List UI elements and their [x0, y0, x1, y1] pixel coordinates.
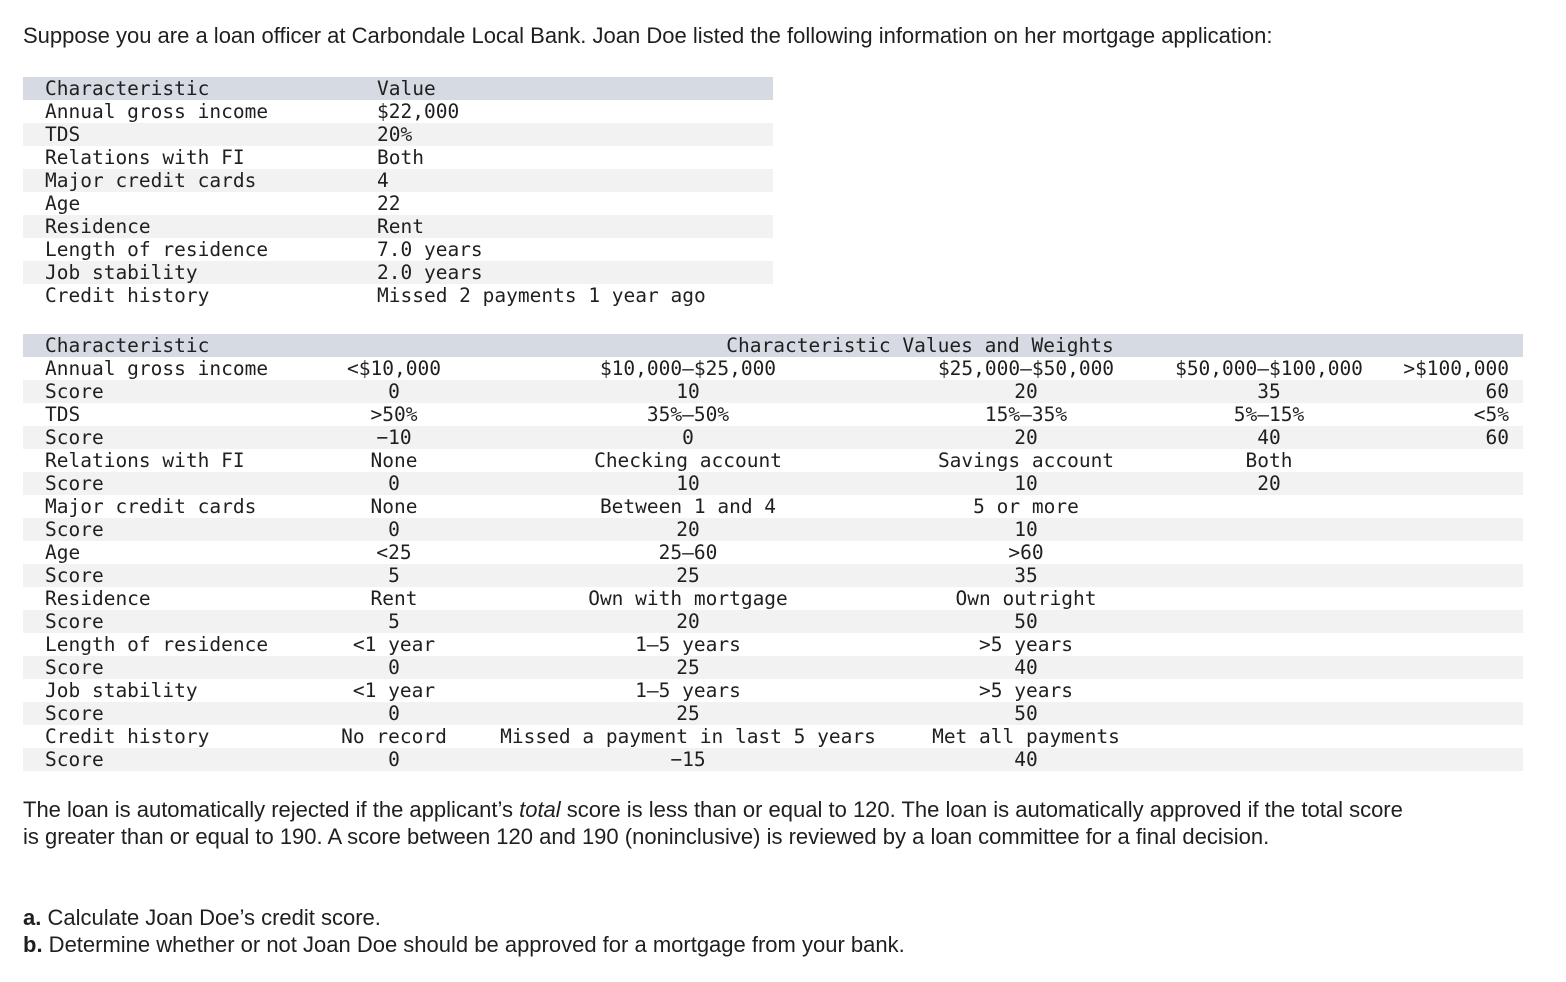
row-label: Score: [45, 564, 104, 587]
cell-col-3: 50: [1014, 702, 1038, 725]
cell-col-4: 40: [1257, 426, 1281, 449]
rules-text-emphasis: total: [519, 797, 561, 822]
cell-col-2: 25: [676, 702, 700, 725]
cell-col-2: 20: [676, 518, 700, 541]
cell-col-1: −10: [376, 426, 412, 449]
table-row: [23, 495, 1523, 518]
row-label: Age: [45, 541, 81, 564]
row-label: Score: [45, 380, 104, 403]
cell-col-2: Own with mortgage: [588, 587, 788, 610]
table-row: [23, 633, 1523, 656]
table-row: [23, 610, 1523, 633]
table-row: [23, 426, 1523, 449]
question-marker: b.: [23, 932, 43, 957]
cell-col-2: 10: [676, 380, 700, 403]
cell-col-1: 5: [388, 564, 400, 587]
cell-col-2: 25–60: [658, 541, 718, 564]
cell-col-2: 35%–50%: [646, 403, 730, 426]
cell-col-5: >$100,000: [1403, 357, 1509, 380]
cell-col-2: −15: [670, 748, 706, 771]
row-label: Major credit cards: [45, 169, 257, 192]
cell-col-3: 5 or more: [973, 495, 1079, 518]
cell-col-3: 20: [1014, 380, 1038, 403]
row-label: Major credit cards: [45, 495, 257, 518]
rules-text-after: score is less than or equal to 120. The loan is automatically approved if the total score is greater than or equal to 190. A score between 120 and 190 (noninclusive) is reviewed by a loan committee for a final decision.: [23, 797, 1403, 849]
cell-col-2: 25: [676, 564, 700, 587]
row-label: Score: [45, 610, 104, 633]
row-label: Job stability: [45, 679, 198, 702]
rules-text: [23, 796, 1423, 850]
cell-col-3: $25,000–$50,000: [937, 357, 1115, 380]
header-characteristic: Characteristic: [45, 334, 210, 357]
cell-col-3: 40: [1014, 656, 1038, 679]
table-row: [23, 261, 773, 284]
cell-col-3: 35: [1014, 564, 1038, 587]
table-row: [23, 541, 1523, 564]
table-row: [23, 564, 1523, 587]
row-value: Both: [377, 146, 424, 169]
cell-col-1: No record: [341, 725, 447, 748]
row-label: Length of residence: [45, 238, 269, 261]
table-row: [23, 146, 773, 169]
cell-col-3: 40: [1014, 748, 1038, 771]
intro-text: Suppose you are a loan officer at Carbondale Local Bank. Joan Doe listed the following information on her mortgage application:: [23, 23, 1273, 48]
table-row: [23, 702, 1523, 725]
table-row: [23, 357, 1523, 380]
row-label: Length of residence: [45, 633, 269, 656]
table-row: [23, 587, 1523, 610]
cell-col-3: 10: [1014, 472, 1038, 495]
question-text: Determine whether or not Joan Doe should be approved for a mortgage from your bank.: [42, 932, 905, 957]
row-label: Score: [45, 426, 104, 449]
cell-col-3: 20: [1014, 426, 1038, 449]
table-row: [23, 123, 773, 146]
table-row: [23, 192, 773, 215]
cell-col-1: <1 year: [352, 633, 436, 656]
table-row: [23, 380, 1523, 403]
cell-col-4: Both: [1245, 449, 1293, 472]
table-row: [23, 725, 1523, 748]
row-label: Age: [45, 192, 81, 215]
cell-col-2: Between 1 and 4: [599, 495, 777, 518]
table-row: [23, 100, 773, 123]
table-row: [23, 449, 1523, 472]
weights-table-header: [23, 334, 1523, 357]
row-label: Job stability: [45, 261, 198, 284]
table-row: [23, 656, 1523, 679]
table-row: [23, 284, 773, 307]
cell-col-2: Checking account: [594, 449, 782, 472]
row-label: Relations with FI: [45, 449, 245, 472]
questions: [23, 904, 905, 958]
row-label: TDS: [45, 403, 81, 426]
cell-col-5: 60: [1485, 380, 1509, 403]
row-label: Score: [45, 748, 104, 771]
header-values-and-weights: Characteristic Values and Weights: [726, 334, 1114, 357]
rules-text-before: The loan is automatically rejected if the applicant’s: [23, 797, 520, 822]
question-b: [23, 931, 905, 958]
cell-col-1: <1 year: [352, 679, 436, 702]
cell-col-1: 5: [388, 610, 400, 633]
cell-col-2: 20: [676, 610, 700, 633]
cell-col-3: Met all payments: [932, 725, 1120, 748]
cell-col-1: 0: [388, 748, 400, 771]
table-row: [23, 518, 1523, 541]
row-label: Credit history: [45, 725, 210, 748]
row-label: Score: [45, 518, 104, 541]
weights-table-body: [23, 357, 1523, 771]
cell-col-3: 15%–35%: [984, 403, 1068, 426]
row-value: $22,000: [377, 100, 460, 123]
cell-col-4: 5%–15%: [1233, 403, 1305, 426]
table-row: [23, 238, 773, 261]
cell-col-1: 0: [388, 518, 400, 541]
cell-col-1: <25: [376, 541, 412, 564]
row-value: 20%: [377, 123, 413, 146]
cell-col-1: None: [370, 449, 418, 472]
row-label: Residence: [45, 587, 151, 610]
row-value: Missed 2 payments 1 year ago: [377, 284, 706, 307]
row-label: Residence: [45, 215, 151, 238]
cell-col-1: 0: [388, 472, 400, 495]
cell-col-2: 0: [682, 426, 694, 449]
applicant-table: [23, 77, 773, 307]
row-label: Score: [45, 656, 104, 679]
cell-col-1: 0: [388, 702, 400, 725]
table-row: [23, 403, 1523, 426]
question-a: [23, 904, 905, 931]
cell-col-4: 20: [1257, 472, 1281, 495]
weights-table: [23, 334, 1523, 771]
cell-col-1: None: [370, 495, 418, 518]
table-row: [23, 748, 1523, 771]
cell-col-3: Own outright: [955, 587, 1097, 610]
table-row: [23, 472, 1523, 495]
cell-col-2: 10: [676, 472, 700, 495]
cell-col-4: 35: [1257, 380, 1281, 403]
cell-col-2: 1–5 years: [635, 633, 741, 656]
cell-col-3: 10: [1014, 518, 1038, 541]
row-label: Annual gross income: [45, 357, 269, 380]
cell-col-2: 25: [676, 656, 700, 679]
cell-col-1: 0: [388, 380, 400, 403]
cell-col-1: >50%: [370, 403, 418, 426]
row-label: TDS: [45, 123, 81, 146]
cell-col-3: 50: [1014, 610, 1038, 633]
cell-col-5: 60: [1485, 426, 1509, 449]
header-characteristic: Characteristic: [45, 77, 210, 100]
row-label: Credit history: [45, 284, 210, 307]
row-label: Relations with FI: [45, 146, 245, 169]
cell-col-2: 1–5 years: [635, 679, 741, 702]
table-row: [23, 169, 773, 192]
cell-col-5: <5%: [1473, 403, 1509, 426]
row-label: Score: [45, 472, 104, 495]
applicant-table-header: [23, 77, 773, 100]
cell-col-1: Rent: [370, 587, 418, 610]
row-value: Rent: [377, 215, 424, 238]
cell-col-3: >5 years: [979, 679, 1073, 702]
table-row: [23, 215, 773, 238]
cell-col-1: <$10,000: [347, 357, 441, 380]
cell-col-4: $50,000–$100,000: [1175, 357, 1363, 380]
row-value: 2.0 years: [377, 261, 483, 284]
row-value: 22: [377, 192, 401, 215]
row-value: 4: [377, 169, 389, 192]
row-label: Score: [45, 702, 104, 725]
cell-col-2: Missed a payment in last 5 years: [500, 725, 876, 748]
question-text: Calculate Joan Doe’s credit score.: [41, 905, 381, 930]
table-row: [23, 679, 1523, 702]
cell-col-3: >5 years: [979, 633, 1073, 656]
cell-col-1: 0: [388, 656, 400, 679]
question-marker: a.: [23, 905, 42, 930]
cell-col-3: Savings account: [937, 449, 1115, 472]
row-value: 7.0 years: [377, 238, 483, 261]
cell-col-2: $10,000–$25,000: [599, 357, 777, 380]
row-label: Annual gross income: [45, 100, 269, 123]
cell-col-3: >60: [1008, 541, 1044, 564]
header-value: Value: [377, 77, 436, 100]
